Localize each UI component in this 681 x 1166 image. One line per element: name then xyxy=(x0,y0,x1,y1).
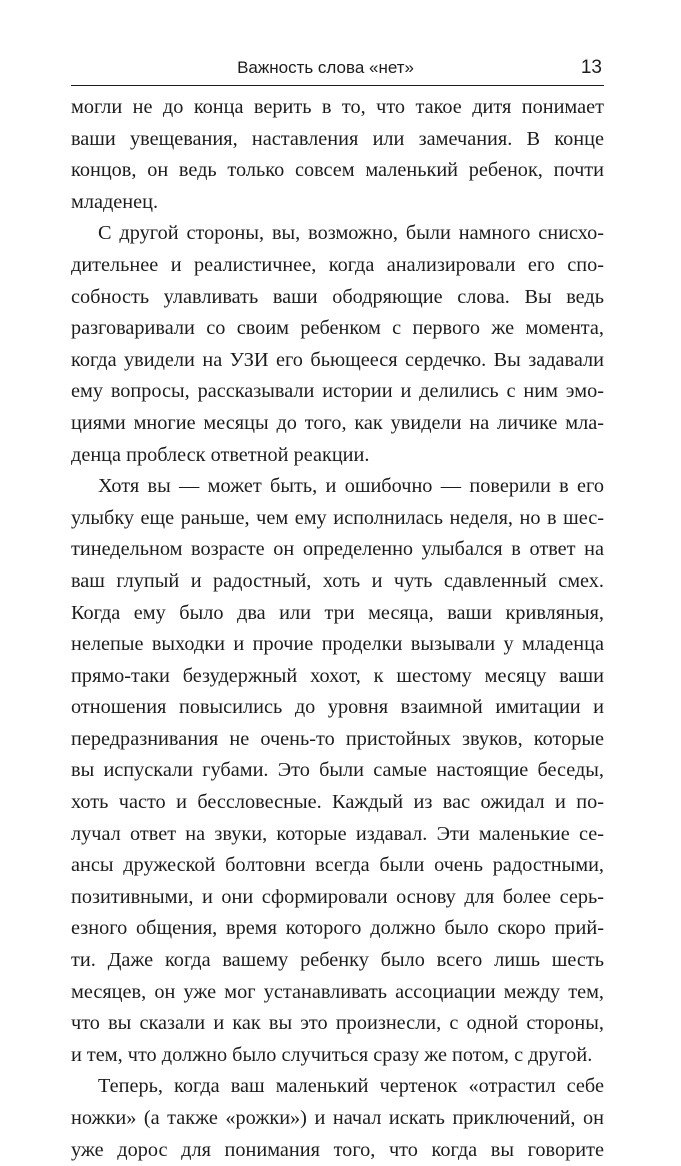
chapter-title: Важность слова «нет» xyxy=(237,58,414,77)
text-line: циями многие месяцы до того, как увидели на личике мла- xyxy=(71,411,604,434)
paragraph-2 xyxy=(71,218,604,471)
text-line: Когда ему было два или три месяца, ваши кривляныя, xyxy=(71,601,604,624)
text-line: С другой стороны, вы, возможно, были намного снисхо- xyxy=(98,222,604,245)
text-line: передразнивания не очень-то пристойных звуков, которые xyxy=(71,727,604,750)
text-line: младенец. xyxy=(71,190,159,213)
text-line: месяцев, он уже мог устанавливать ассоциации между тем, xyxy=(71,980,604,1003)
text-line: вы испускали губами. Это были самые настоящие беседы, xyxy=(71,759,604,782)
text-line: ему вопросы, рассказывали истории и делились с ним эмо- xyxy=(71,380,604,403)
header-rule xyxy=(71,85,604,86)
page-number: 13 xyxy=(580,57,602,78)
text-line: и тем, что должно было случиться сразу же потом, с другой. xyxy=(71,1043,593,1066)
text-line: уже дорос для понимания того, что когда вы говорите xyxy=(71,1138,604,1161)
text-line: ти. Даже когда вашему ребенку было всего лишь шесть xyxy=(71,949,604,972)
text-line: Хотя вы — может быть, и ошибочно — поверили в его xyxy=(98,475,604,498)
text-line: ансы дружеской болтовни всегда были очень радостными, xyxy=(71,854,604,877)
text-line: разговаривали со своим ребенком с первого же момента, xyxy=(71,317,604,340)
text-line: Теперь, когда ваш маленький чертенок «отрастил себе xyxy=(98,1075,604,1098)
paragraph-3 xyxy=(71,471,604,1071)
text-line: улыбку еще раньше, чем ему исполнилась неделя, но в шес- xyxy=(71,506,604,529)
text-line: прямо-таки безудержный хохот, к шестому месяцу ваши xyxy=(71,664,604,687)
text-line: ножки» (а также «рожки») и начал искать приключений, он xyxy=(71,1107,604,1129)
text-line: тинедельном возрасте он определенно улыбался в ответ на xyxy=(71,538,604,561)
running-header xyxy=(71,54,604,84)
text-line: хоть часто и бессловесные. Каждый из вас ожидал и по- xyxy=(71,791,604,814)
text-line: лучал ответ на звуки, которые издавал. Эти маленькие се- xyxy=(71,822,604,845)
text-line: могли не до конца верить в то, что такое дитя понимает xyxy=(71,96,604,118)
text-line: нелепые выходки и прочие проделки вызывали у младенца xyxy=(71,633,604,656)
text-line: собность улавливать ваши ободряющие слова. Вы ведь xyxy=(71,285,604,308)
text-line: концов, он ведь только совсем маленький ребенок, почти xyxy=(71,159,604,182)
text-line: ваши увещевания, наставления или замечания. В конце xyxy=(71,127,604,150)
text-line: дительнее и реалистичнее, когда анализировали его спо- xyxy=(71,253,604,276)
text-line: позитивными, и они сформировали основу для более серь- xyxy=(71,885,604,908)
text-line: отношения повысились до уровня взаимной имитации и xyxy=(71,696,604,719)
text-line: ваш глупый и радостный, хоть и чуть сдавленный смех. xyxy=(71,569,604,592)
text-line: езного общения, время которого должно было скоро прий- xyxy=(71,917,604,940)
paragraph-4 xyxy=(71,1071,604,1166)
text-line: денца проблеск ответной реакции. xyxy=(71,443,370,466)
text-line: что вы сказали и как вы это произнесли, с одной стороны, xyxy=(71,1012,604,1035)
text-line: когда увидели на УЗИ его бьющееся сердечко. Вы задавали xyxy=(71,348,604,371)
body-text xyxy=(71,92,604,1166)
paragraph-1 xyxy=(71,92,604,218)
